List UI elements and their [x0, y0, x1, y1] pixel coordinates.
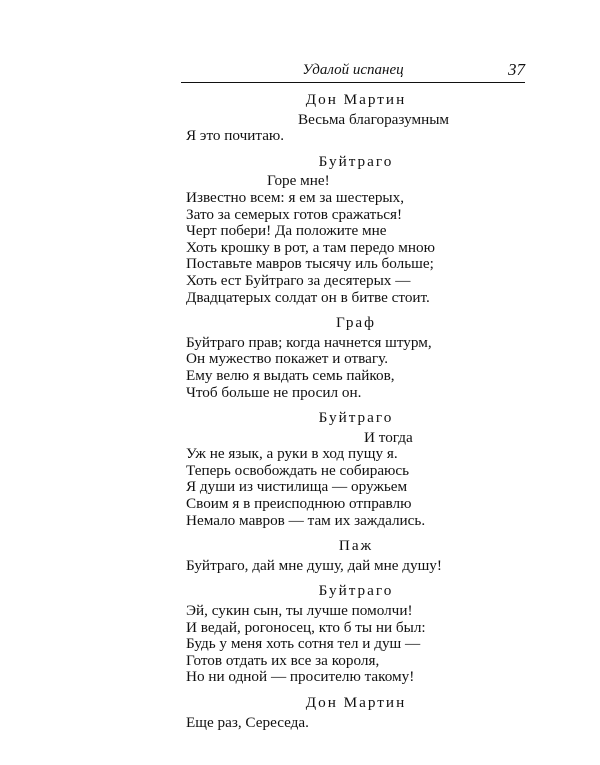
verse-line: Буйтраго, дай мне душу, дай мне душу!	[186, 556, 442, 574]
page-number: 37	[508, 60, 525, 79]
verse-line: Ему велю я выдать семь пайков,	[186, 366, 395, 384]
verse-line: Эй, сукин сын, ты лучше помолчи!	[186, 602, 413, 620]
verse-line: И тогда	[364, 428, 413, 446]
speaker-name: Буйтраго	[318, 409, 394, 427]
verse-line: Хоть крошку в рот, а там передо мною	[186, 238, 435, 256]
verse-line: Горе мне!	[267, 172, 330, 190]
verse-line: Хоть ест Буйтраго за десятерых —	[186, 271, 411, 289]
verse-line: И ведай, рогоносец, кто б ты ни был:	[186, 618, 426, 636]
verse-line: Весьма благоразумным	[298, 110, 450, 128]
running-header	[181, 60, 525, 83]
verse-line: Зато за семерых готов сражаться!	[186, 205, 403, 223]
verse-line: Своим я в преисподнюю отправлю	[186, 495, 412, 513]
verse-line: Двадцатерых солдат он в битве стоит.	[186, 288, 430, 306]
running-title: Удалой испанец	[302, 62, 404, 78]
verse-line: Будь у меня хоть сотня тел и душ —	[186, 635, 421, 653]
verse-line: Я это почитаю.	[186, 127, 285, 145]
verse-line: Еще раз, Сереседа.	[186, 713, 309, 731]
speaker-name: Буйтраго	[318, 152, 394, 170]
speaker-name: Буйтраго	[318, 582, 394, 600]
verse-line: Немало мавров — там их заждались.	[186, 511, 426, 529]
speaker-name: Дон Мартин	[305, 694, 407, 711]
verse-line: Теперь освобождать не собираюсь	[186, 461, 410, 479]
verse-line: Уж не язык, а руки в ход пущу я.	[186, 445, 398, 463]
play-text	[186, 92, 526, 731]
speaker-name: Паж	[338, 537, 374, 555]
verse-line: Черт побери! Да положите мне	[186, 222, 387, 240]
verse-line: Чтоб больше не просил он.	[186, 383, 362, 401]
speaker-name: Граф	[336, 314, 376, 332]
verse-line: Поставьте мавров тысячу иль больше;	[186, 255, 434, 273]
verse-line: Готов отдать их все за короля,	[186, 651, 380, 669]
verse-line: Известно всем: я ем за шестерых,	[186, 188, 405, 206]
verse-line: Буйтраго прав; когда начнется штурм,	[186, 333, 432, 351]
verse-line: Но ни одной — просителю такому!	[186, 668, 415, 686]
speaker-name: Дон Мартин	[305, 91, 407, 108]
verse-line: Я души из чистилища — оружьем	[186, 478, 408, 496]
verse-line: Он мужество покажет и отвагу.	[186, 350, 388, 368]
